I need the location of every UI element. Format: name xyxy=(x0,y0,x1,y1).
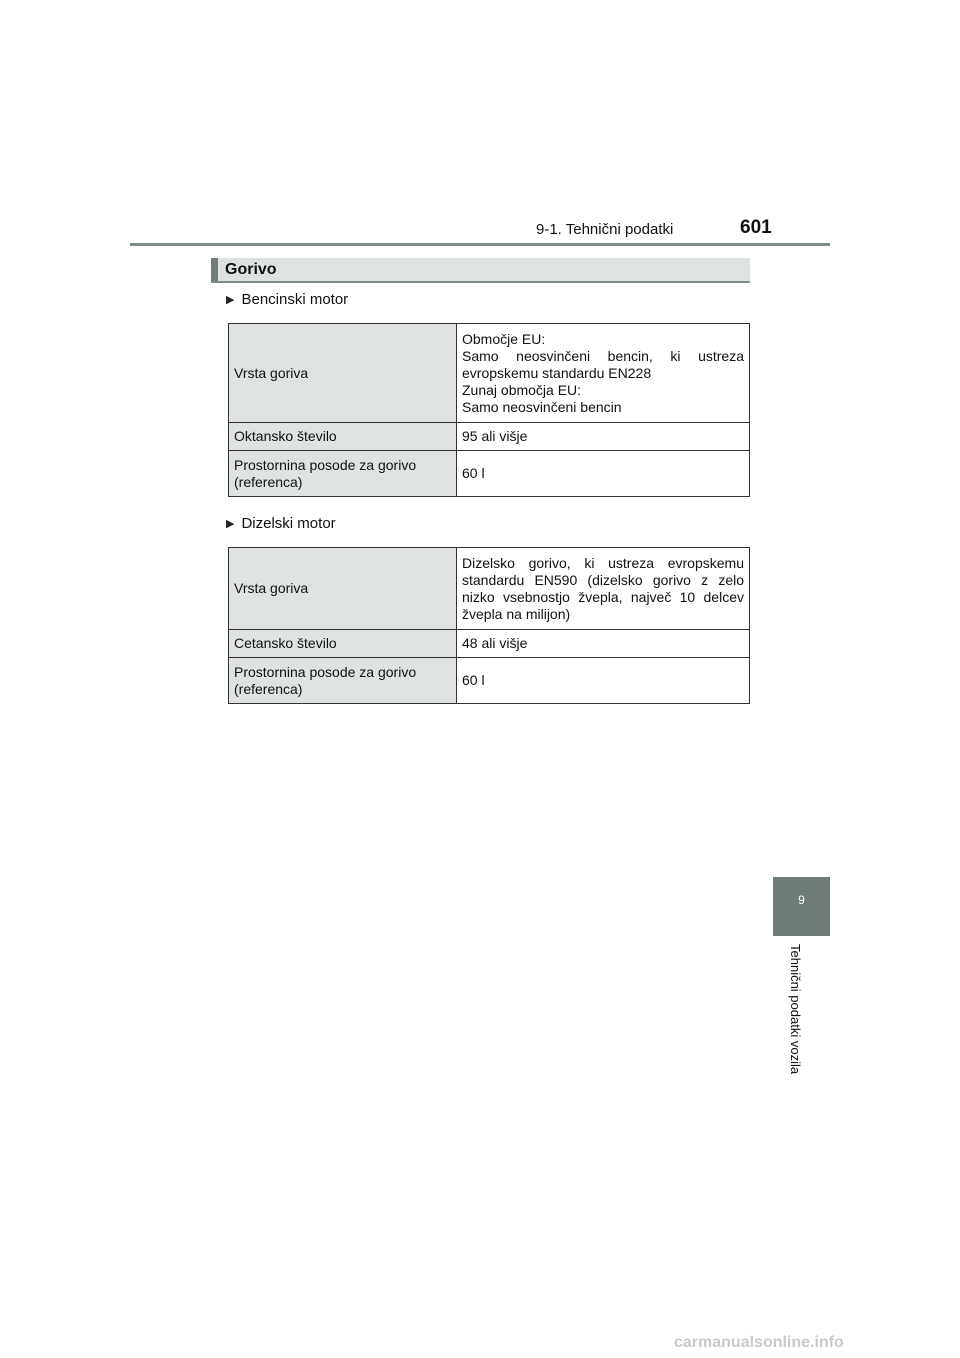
value-line: Samo neosvinčeni bencin xyxy=(462,398,622,415)
table-value: 95 ali višje xyxy=(457,423,750,451)
table-label xyxy=(229,658,457,704)
subtitle-petrol-text: Bencinski motor xyxy=(241,291,349,308)
triangle-bullet-icon: ▶ xyxy=(226,518,235,530)
table-row xyxy=(229,658,750,704)
table-value: 60 l xyxy=(457,658,750,704)
petrol-spec-table xyxy=(228,323,750,497)
section-heading-text: Gorivo xyxy=(225,261,277,278)
table-row xyxy=(229,630,750,658)
table-value: Dizelsko gorivo, ki ustreza evropskemu standardu EN590 (dizelsko gorivo z zelo nizko vsebnostjo žvepla, največ 10 delcev žvepla na milijon) xyxy=(457,548,750,630)
subtitle-diesel-text: Dizelski motor xyxy=(241,515,336,532)
table-label: Vrsta goriva xyxy=(229,324,457,423)
table-label: Oktansko število xyxy=(229,423,457,451)
table-row xyxy=(229,423,750,451)
table-label: Cetansko število xyxy=(229,630,457,658)
subtitle-petrol xyxy=(226,291,348,308)
page-number: 601 xyxy=(740,217,772,238)
table-value: 48 ali višje xyxy=(457,630,750,658)
header-rule xyxy=(130,243,830,246)
label-line: (referenca) xyxy=(234,680,303,697)
triangle-bullet-icon: ▶ xyxy=(226,294,235,306)
label-line: Prostornina posode za gorivo xyxy=(234,456,417,473)
value-line: Zunaj območja EU: xyxy=(462,381,582,398)
value-line: Samo neosvinčeni bencin, ki ustreza evropskemu standardu EN228 xyxy=(462,347,744,381)
subtitle-diesel xyxy=(226,515,336,532)
diesel-spec-table xyxy=(228,547,750,704)
table-value: 60 l xyxy=(457,451,750,497)
table-row xyxy=(229,548,750,630)
section-heading-bar xyxy=(211,258,218,281)
table-label xyxy=(229,451,457,497)
chapter-tab xyxy=(773,877,830,936)
table-row xyxy=(229,324,750,423)
label-line: Prostornina posode za gorivo xyxy=(234,663,417,680)
chapter-number: 9 xyxy=(798,893,805,907)
header-title: 9-1. Tehnični podatki xyxy=(536,221,674,238)
value-line: Območje EU: xyxy=(462,330,546,347)
chapter-title-vertical: Tehnični podatki vozila xyxy=(788,944,803,1075)
section-heading xyxy=(211,258,750,283)
label-line: (referenca) xyxy=(234,473,303,490)
table-row xyxy=(229,451,750,497)
table-value xyxy=(457,324,750,423)
table-label: Vrsta goriva xyxy=(229,548,457,630)
watermark-text: carmanualsonline.info xyxy=(674,1334,844,1351)
